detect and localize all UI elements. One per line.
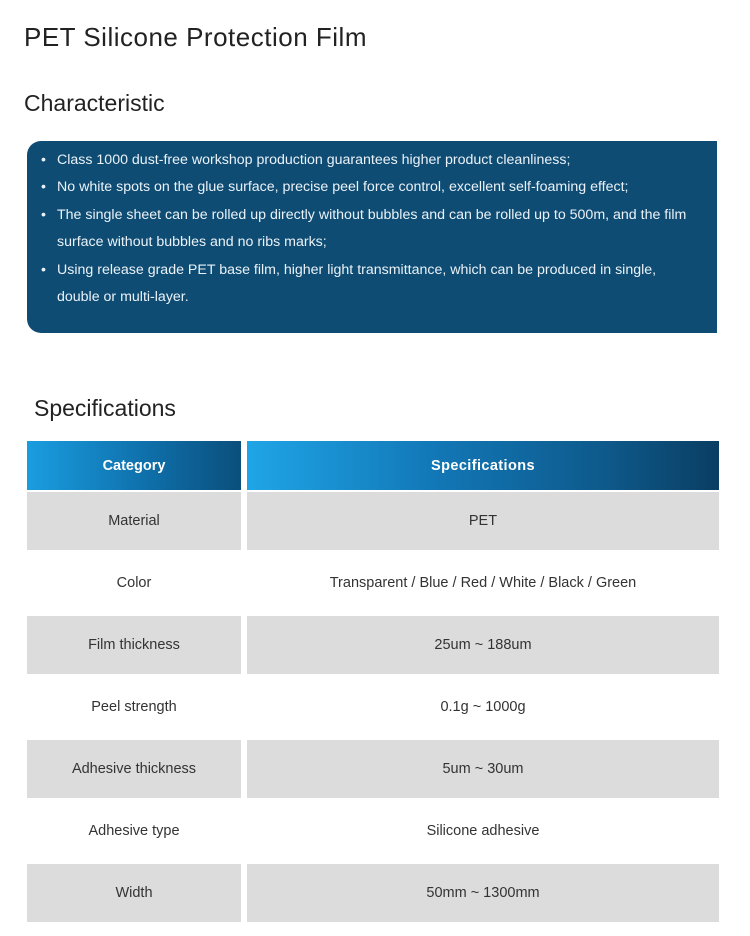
table-row: [27, 740, 719, 798]
characteristic-item: [41, 147, 687, 174]
characteristic-text: The single sheet can be rolled up directly without bubbles and can be rolled up to 500m, and the film surface without bubbles and no ribs marks;: [57, 206, 687, 251]
characteristic-item: [41, 174, 687, 201]
table-row: [27, 678, 719, 736]
table-row: [27, 802, 719, 860]
column-header-category: Category: [27, 441, 241, 490]
table-row: [27, 864, 719, 922]
value-cell: PET: [247, 492, 719, 550]
table-header-row: [27, 441, 719, 490]
category-cell: Adhesive thickness: [27, 740, 241, 798]
characteristic-panel: [27, 141, 717, 333]
value-cell: 50mm ~ 1300mm: [247, 864, 719, 922]
value-cell: Transparent / Blue / Red / White / Black / Green: [247, 554, 719, 612]
bullet-icon: •: [41, 152, 46, 168]
characteristic-list: [41, 147, 687, 311]
bullet-icon: •: [41, 179, 46, 196]
category-cell: Width: [27, 864, 241, 922]
bullet-icon: •: [41, 206, 46, 223]
bullet-icon: •: [41, 261, 46, 278]
table-row: [27, 616, 719, 674]
category-cell: Material: [27, 492, 241, 550]
value-cell: Silicone adhesive: [247, 802, 719, 860]
characteristic-item: [41, 202, 687, 257]
table-row: [27, 554, 719, 612]
characteristic-item: [41, 257, 687, 312]
page-title: PET Silicone Protection Film: [24, 22, 367, 52]
category-cell: Adhesive type: [27, 802, 241, 860]
characteristic-heading: Characteristic: [24, 90, 165, 116]
characteristic-text: Using release grade PET base film, higher light transmittance, which can be produced in single, double or multi-layer.: [57, 261, 657, 306]
column-header-specifications: Specifications: [247, 441, 719, 490]
specifications-table: [27, 441, 719, 926]
characteristic-text: No white spots on the glue surface, precise peel force control, excellent self-foaming effect;: [57, 179, 629, 196]
category-cell: Film thickness: [27, 616, 241, 674]
characteristic-text: Class 1000 dust-free workshop production guarantees higher product cleanliness;: [57, 152, 571, 168]
value-cell: 5um ~ 30um: [247, 740, 719, 798]
specifications-heading: Specifications: [34, 395, 176, 421]
value-cell: 0.1g ~ 1000g: [247, 678, 719, 736]
category-cell: Color: [27, 554, 241, 612]
category-cell: Peel strength: [27, 678, 241, 736]
table-row: [27, 492, 719, 550]
value-cell: 25um ~ 188um: [247, 616, 719, 674]
